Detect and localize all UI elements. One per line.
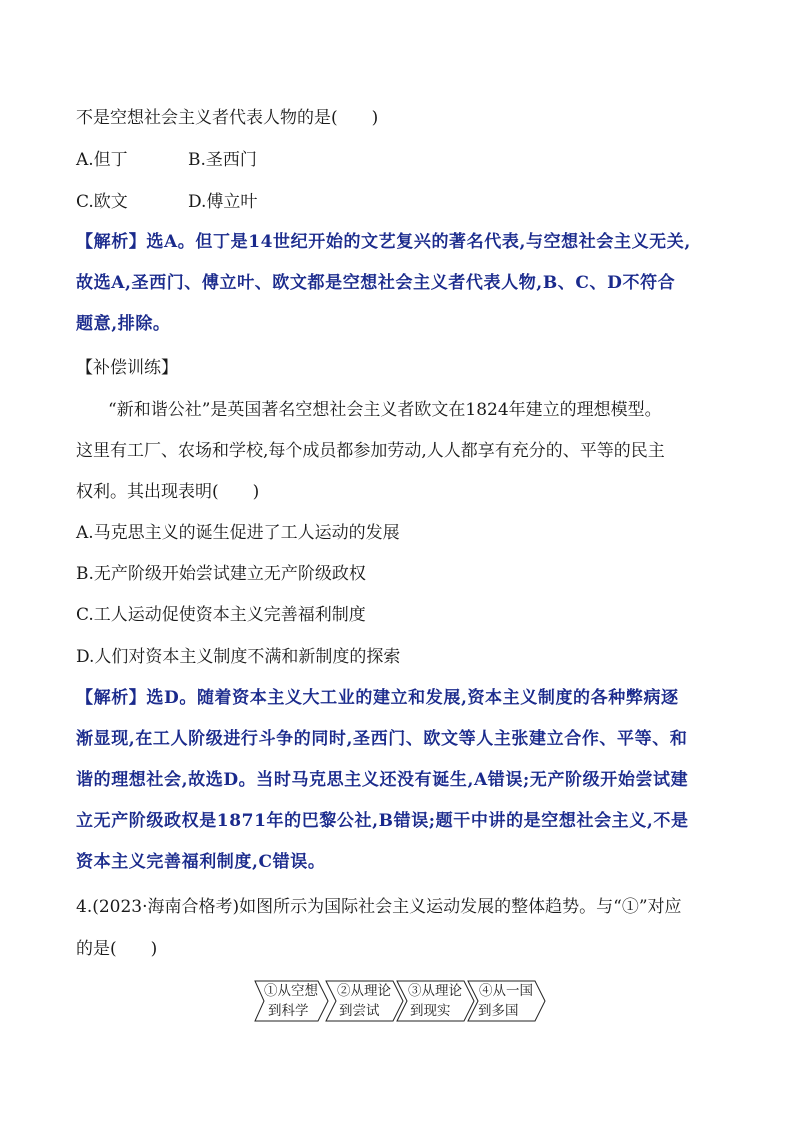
question-4-stem-line: 4.(2023·海南合格考)如图所示为国际社会主义运动发展的整体趋势。与“①”对应 (76, 897, 682, 917)
question-stem: 不是空想社会主义者代表人物的是( ) (76, 108, 379, 128)
chevron-4-line2: 到多国 (478, 1003, 519, 1019)
analysis-line: 谐的理想社会,故选D。当时马克思主义还没有诞生,A错误;无产阶级开始尝试建 (76, 770, 689, 790)
practice-option-d: D.人们对资本主义制度不满和新制度的探索 (76, 647, 401, 667)
chevron-3-line2: 到现实 (410, 1003, 451, 1019)
analysis-line: 题意,排除。 (76, 314, 171, 334)
trend-diagram (254, 979, 554, 1023)
practice-option-c: C.工人运动促使资本主义完善福利制度 (76, 605, 366, 625)
analysis-line: 渐显现,在工人阶级进行斗争的同时,圣西门、欧文等人主张建立合作、平等、和 (76, 729, 688, 749)
practice-option-a: A.马克思主义的诞生促进了工人运动的发展 (76, 523, 400, 543)
chevron-1-line1: ①从空想 (264, 983, 318, 999)
question-4-stem-line: 的是( ) (76, 939, 158, 959)
analysis-line: 【解析】选D。随着资本主义大工业的建立和发展,资本主义制度的各种弊病逐 (76, 688, 679, 708)
chevron-2-line1: ②从理论 (337, 983, 391, 999)
analysis-line: 资本主义完善福利制度,C错误。 (76, 852, 326, 872)
option-d: D.傅立叶 (188, 192, 258, 212)
option-b: B.圣西门 (188, 150, 257, 170)
analysis-line: 故选A,圣西门、傅立叶、欧文都是空想社会主义者代表人物,B、C、D不符合 (76, 273, 676, 293)
chevron-4-line1: ④从一国 (479, 983, 533, 999)
chevron-3-line1: ③从理论 (408, 983, 462, 999)
practice-option-b: B.无产阶级开始尝试建立无产阶级政权 (76, 564, 366, 584)
chevron-2-line2: 到尝试 (339, 1003, 380, 1019)
analysis-line: 【解析】选A。但丁是14世纪开始的文艺复兴的著名代表,与空想社会主义无关, (76, 232, 691, 252)
practice-heading: 【补偿训练】 (76, 358, 178, 378)
practice-stem-line: “新和谐公社”是英国著名空想社会主义者欧文在1824年建立的理想模型。 (108, 400, 662, 420)
option-c: C.欧文 (76, 192, 128, 212)
analysis-line: 立无产阶级政权是1871年的巴黎公社,B错误;题干中讲的是空想社会主义,不是 (76, 811, 689, 831)
practice-stem-line: 这里有工厂、农场和学校,每个成员都参加劳动,人人都享有充分的、平等的民主 (76, 441, 665, 461)
option-a: A.但丁 (76, 150, 128, 170)
practice-stem-line: 权利。其出现表明( ) (76, 482, 260, 502)
chevron-1-line2: 到科学 (268, 1003, 309, 1019)
